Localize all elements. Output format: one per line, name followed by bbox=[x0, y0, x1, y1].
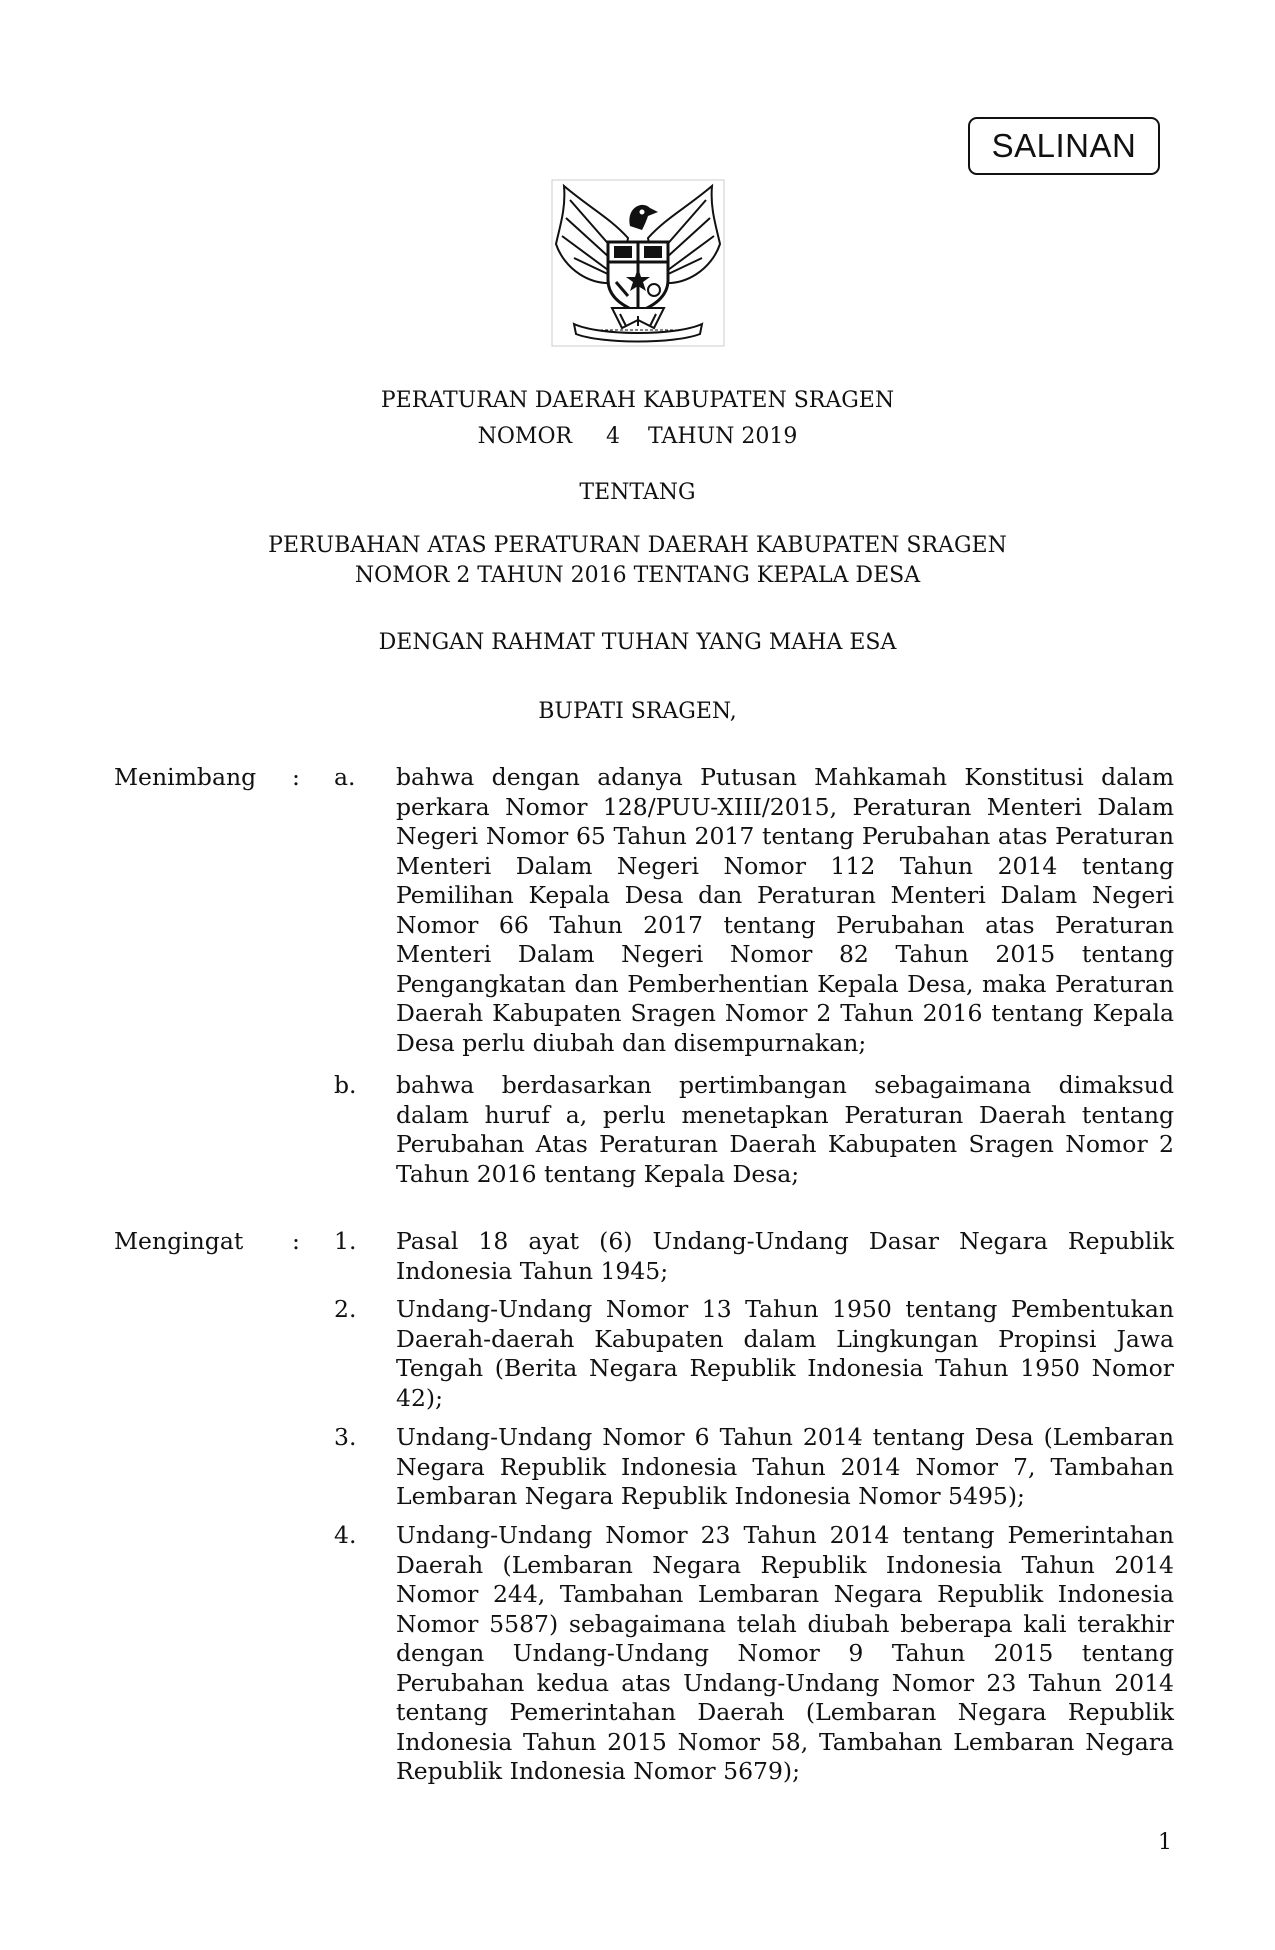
mengingat-colon: : bbox=[292, 1227, 300, 1255]
salinan-stamp: SALINAN bbox=[968, 117, 1160, 175]
menimbang-item-a bbox=[334, 763, 1174, 1058]
mengingat-item-4 bbox=[334, 1521, 1174, 1787]
item-marker: a. bbox=[334, 763, 356, 791]
nomor-label: NOMOR bbox=[477, 424, 573, 449]
menimbang-label: Menimbang bbox=[114, 763, 257, 791]
tahun-label: TAHUN 2019 bbox=[648, 424, 798, 449]
item-marker: 2. bbox=[334, 1295, 357, 1323]
page-number: 1 bbox=[1158, 1830, 1172, 1855]
nomor-value: 4 bbox=[606, 424, 621, 449]
bupati-line: BUPATI SRAGEN, bbox=[538, 699, 737, 724]
menimbang-item-b bbox=[334, 1071, 1174, 1189]
item-text: Undang-Undang Nomor 23 Tahun 2014 tentang Pemerintahan Daerah (Lembaran Negara Republik Indonesia Tahun 2014 Nomor 244, Tambahan Lembaran Negara Republik Indonesia Nomor 5587) sebagaimana telah diubah beberapa kali terakhir dengan Undang-Undang Nomor 9 Tahun 2015 tentang Perubahan kedua atas Undang-Undang Nomor 23 Tahun 2014 tentang Pemerintahan Daerah (Lembaran Negara Republik Indonesia Tahun 2015 Nomor 58, Tambahan Lembaran Negara Republik Indonesia Nomor 5679); bbox=[396, 1521, 1174, 1785]
item-text: bahwa dengan adanya Putusan Mahkamah Konstitusi dalam perkara Nomor 128/PUU-XIII/2015, Peraturan Menteri Dalam Negeri Nomor 65 Tahun 2017 tentang Perubahan atas Peraturan Menteri Dalam Negeri Nomor 112 Tahun 2014 tentang Pemilihan Kepala Desa dan Peraturan Menteri Dalam Negeri Nomor 66 Tahun 2017 tentang Perubahan atas Peraturan Menteri Dalam Negeri Nomor 82 Tahun 2015 tentang Pengangkatan dan Pemberhentian Kepala Desa, maka Peraturan Daerah Kabupaten Sragen Nomor 2 Tahun 2016 tentang Kepala Desa perlu diubah dan disempurnakan; bbox=[396, 763, 1174, 1057]
mengingat-item-2 bbox=[334, 1295, 1174, 1413]
item-marker: 3. bbox=[334, 1423, 357, 1451]
item-marker: 4. bbox=[334, 1521, 357, 1549]
item-marker: b. bbox=[334, 1071, 357, 1099]
item-text: Pasal 18 ayat (6) Undang-Undang Dasar Negara Republik Indonesia Tahun 1945; bbox=[396, 1227, 1174, 1285]
regulation-number bbox=[0, 422, 1275, 452]
tentang-heading: TENTANG bbox=[579, 480, 696, 505]
item-marker: 1. bbox=[334, 1227, 357, 1255]
mengingat-item-3 bbox=[334, 1423, 1174, 1512]
item-text: bahwa berdasarkan pertimbangan sebagaimana dimaksud dalam huruf a, perlu menetapkan Peraturan Daerah tentang Perubahan Atas Peraturan Daerah Kabupaten Sragen Nomor 2 Tahun 2016 tentang Kepala Desa; bbox=[396, 1071, 1174, 1188]
subject-line-1: PERUBAHAN ATAS PERATURAN DAERAH KABUPATEN SRAGEN bbox=[268, 533, 1007, 558]
mengingat-label: Mengingat bbox=[114, 1227, 244, 1255]
subject-line-2: NOMOR 2 TAHUN 2016 TENTANG KEPALA DESA bbox=[354, 563, 921, 588]
item-text: Undang-Undang Nomor 6 Tahun 2014 tentang Desa (Lembaran Negara Republik Indonesia Tahun 2014 Nomor 7, Tambahan Lembaran Negara Republik Indonesia Nomor 5495); bbox=[396, 1423, 1174, 1510]
regulation-title: PERATURAN DAERAH KABUPATEN SRAGEN bbox=[380, 388, 895, 413]
rahmat-line: DENGAN RAHMAT TUHAN YANG MAHA ESA bbox=[378, 630, 897, 655]
garuda-pancasila-emblem-icon bbox=[550, 178, 726, 348]
item-text: Undang-Undang Nomor 13 Tahun 1950 tentang Pembentukan Daerah-daerah Kabupaten dalam Lingkungan Propinsi Jawa Tengah (Berita Negara Republik Indonesia Tahun 1950 Nomor 42); bbox=[396, 1295, 1174, 1412]
mengingat-item-1 bbox=[334, 1227, 1174, 1286]
menimbang-colon: : bbox=[292, 763, 300, 791]
